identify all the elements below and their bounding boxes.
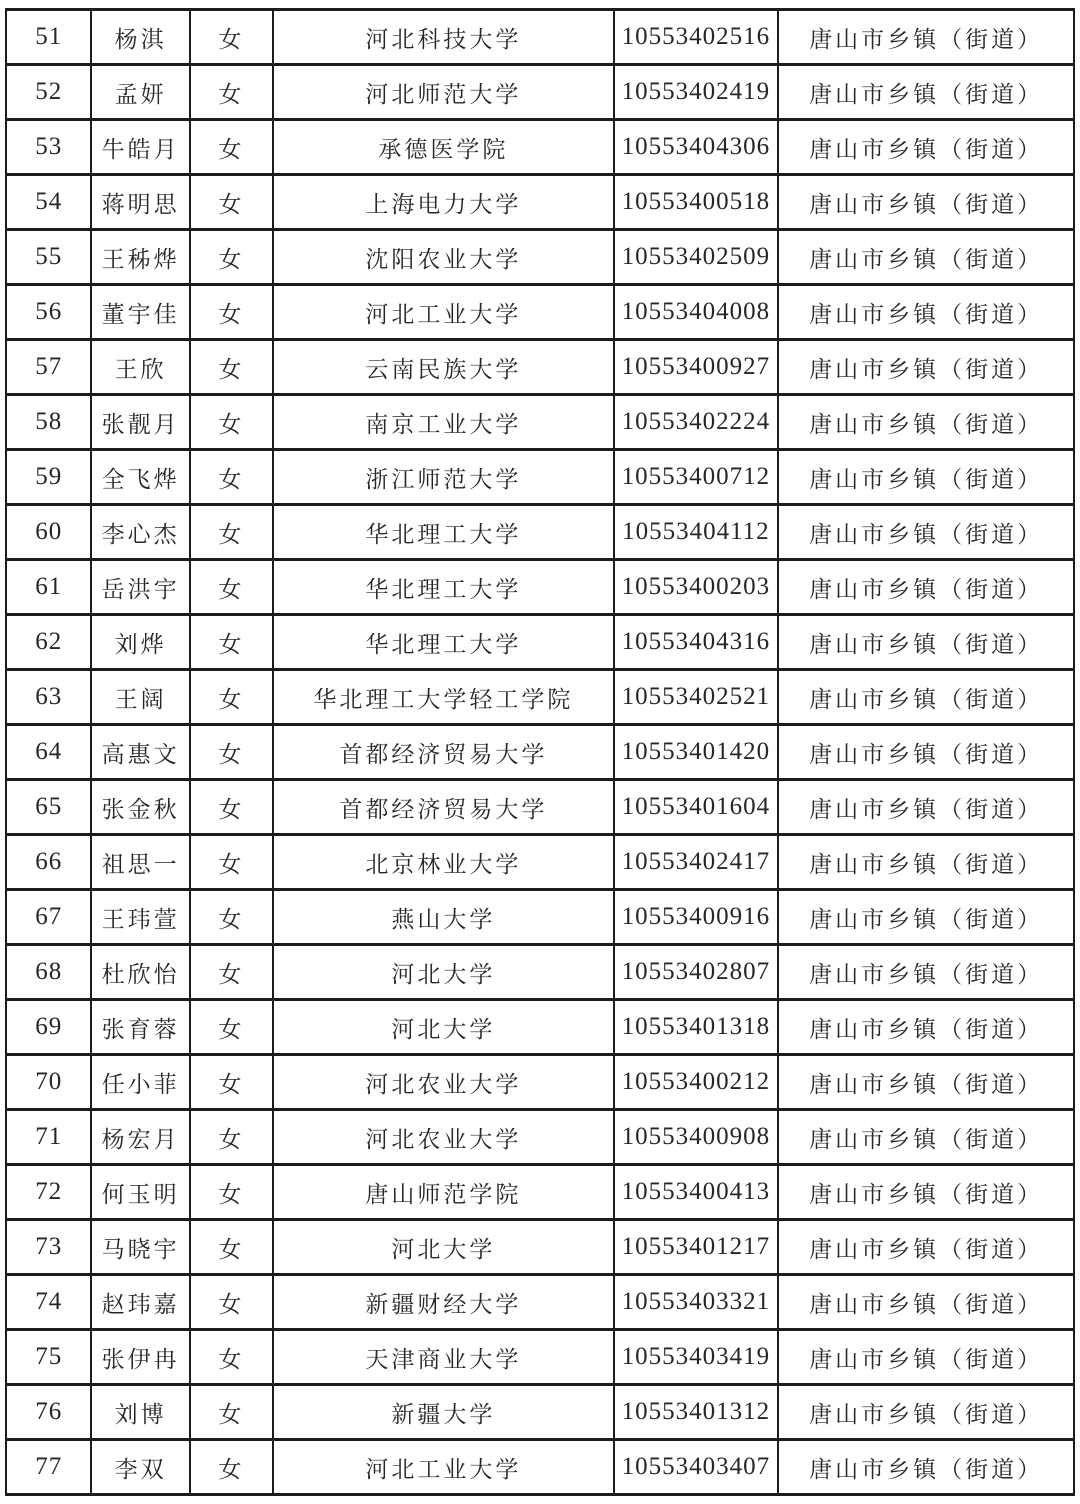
table-row xyxy=(6,120,1074,175)
cell-gender: 女 xyxy=(190,340,273,395)
cell-name: 张伊冉 xyxy=(91,1330,189,1385)
cell-code: 10553402509 xyxy=(614,230,778,285)
cell-district: 唐山市乡镇（街道） xyxy=(778,725,1074,780)
table-row xyxy=(6,10,1074,65)
cell-district: 唐山市乡镇（街道） xyxy=(778,1220,1074,1275)
table-row xyxy=(6,945,1074,1000)
cell-row-number: 51 xyxy=(6,10,91,65)
cell-name: 张育蓉 xyxy=(91,1000,189,1055)
cell-university: 河北工业大学 xyxy=(273,285,614,340)
cell-code: 10553401312 xyxy=(614,1385,778,1440)
cell-name: 孟妍 xyxy=(91,65,189,120)
table-row xyxy=(6,450,1074,505)
cell-code: 10553401318 xyxy=(614,1000,778,1055)
cell-row-number: 65 xyxy=(6,780,91,835)
cell-gender: 女 xyxy=(190,175,273,230)
cell-name: 刘烨 xyxy=(91,615,189,670)
cell-name: 张金秋 xyxy=(91,780,189,835)
cell-code: 10553400927 xyxy=(614,340,778,395)
table-row xyxy=(6,1220,1074,1275)
cell-district: 唐山市乡镇（街道） xyxy=(778,615,1074,670)
cell-university: 南京工业大学 xyxy=(273,395,614,450)
cell-district: 唐山市乡镇（街道） xyxy=(778,120,1074,175)
cell-name: 王欣 xyxy=(91,340,189,395)
cell-university: 唐山师范学院 xyxy=(273,1165,614,1220)
cell-code: 10553400916 xyxy=(614,890,778,945)
cell-name: 何玉明 xyxy=(91,1165,189,1220)
cell-name: 岳洪宇 xyxy=(91,560,189,615)
cell-district: 唐山市乡镇（街道） xyxy=(778,560,1074,615)
table-row xyxy=(6,1000,1074,1055)
cell-code: 10553402419 xyxy=(614,65,778,120)
cell-code: 10553404316 xyxy=(614,615,778,670)
cell-name: 董宇佳 xyxy=(91,285,189,340)
cell-district: 唐山市乡镇（街道） xyxy=(778,285,1074,340)
cell-university: 河北师范大学 xyxy=(273,65,614,120)
cell-row-number: 71 xyxy=(6,1110,91,1165)
student-roster-table xyxy=(5,8,1075,1496)
cell-gender: 女 xyxy=(190,890,273,945)
cell-row-number: 76 xyxy=(6,1385,91,1440)
cell-name: 任小菲 xyxy=(91,1055,189,1110)
cell-district: 唐山市乡镇（街道） xyxy=(778,780,1074,835)
cell-gender: 女 xyxy=(190,560,273,615)
table-row xyxy=(6,1385,1074,1440)
cell-gender: 女 xyxy=(190,725,273,780)
cell-name: 蒋明思 xyxy=(91,175,189,230)
cell-university: 沈阳农业大学 xyxy=(273,230,614,285)
cell-university: 浙江师范大学 xyxy=(273,450,614,505)
cell-gender: 女 xyxy=(190,1330,273,1385)
cell-row-number: 55 xyxy=(6,230,91,285)
cell-row-number: 77 xyxy=(6,1440,91,1495)
cell-university: 河北大学 xyxy=(273,945,614,1000)
cell-district: 唐山市乡镇（街道） xyxy=(778,670,1074,725)
cell-row-number: 69 xyxy=(6,1000,91,1055)
cell-university: 新疆财经大学 xyxy=(273,1275,614,1330)
table-row xyxy=(6,285,1074,340)
table-row xyxy=(6,1440,1074,1495)
cell-name: 王玮萱 xyxy=(91,890,189,945)
cell-code: 10553402417 xyxy=(614,835,778,890)
cell-university: 北京林业大学 xyxy=(273,835,614,890)
cell-code: 10553401217 xyxy=(614,1220,778,1275)
table-row xyxy=(6,615,1074,670)
cell-name: 全飞烨 xyxy=(91,450,189,505)
cell-university: 承德医学院 xyxy=(273,120,614,175)
table-row xyxy=(6,890,1074,945)
cell-name: 高惠文 xyxy=(91,725,189,780)
cell-row-number: 74 xyxy=(6,1275,91,1330)
cell-code: 10553400518 xyxy=(614,175,778,230)
table-row xyxy=(6,395,1074,450)
table-row xyxy=(6,1055,1074,1110)
cell-name: 赵玮嘉 xyxy=(91,1275,189,1330)
cell-gender: 女 xyxy=(190,285,273,340)
cell-name: 马晓宇 xyxy=(91,1220,189,1275)
cell-district: 唐山市乡镇（街道） xyxy=(778,340,1074,395)
cell-district: 唐山市乡镇（街道） xyxy=(778,175,1074,230)
cell-gender: 女 xyxy=(190,1055,273,1110)
cell-district: 唐山市乡镇（街道） xyxy=(778,1000,1074,1055)
cell-code: 10553400908 xyxy=(614,1110,778,1165)
cell-row-number: 67 xyxy=(6,890,91,945)
cell-code: 10553400413 xyxy=(614,1165,778,1220)
cell-district: 唐山市乡镇（街道） xyxy=(778,1165,1074,1220)
table-row xyxy=(6,175,1074,230)
table-row xyxy=(6,560,1074,615)
cell-gender: 女 xyxy=(190,65,273,120)
cell-row-number: 53 xyxy=(6,120,91,175)
cell-row-number: 70 xyxy=(6,1055,91,1110)
cell-university: 天津商业大学 xyxy=(273,1330,614,1385)
cell-name: 杨淇 xyxy=(91,10,189,65)
cell-code: 10553404008 xyxy=(614,285,778,340)
cell-university: 云南民族大学 xyxy=(273,340,614,395)
table-row xyxy=(6,230,1074,285)
table-row xyxy=(6,1275,1074,1330)
cell-row-number: 73 xyxy=(6,1220,91,1275)
cell-code: 10553402516 xyxy=(614,10,778,65)
cell-gender: 女 xyxy=(190,1275,273,1330)
cell-university: 华北理工大学 xyxy=(273,615,614,670)
cell-row-number: 75 xyxy=(6,1330,91,1385)
cell-gender: 女 xyxy=(190,450,273,505)
cell-code: 10553404306 xyxy=(614,120,778,175)
cell-name: 王秭烨 xyxy=(91,230,189,285)
table-body xyxy=(6,10,1074,1495)
cell-district: 唐山市乡镇（街道） xyxy=(778,1110,1074,1165)
cell-name: 李双 xyxy=(91,1440,189,1495)
cell-district: 唐山市乡镇（街道） xyxy=(778,1055,1074,1110)
cell-code: 10553402807 xyxy=(614,945,778,1000)
cell-university: 河北农业大学 xyxy=(273,1055,614,1110)
cell-row-number: 63 xyxy=(6,670,91,725)
cell-university: 首都经济贸易大学 xyxy=(273,725,614,780)
cell-gender: 女 xyxy=(190,1220,273,1275)
cell-university: 燕山大学 xyxy=(273,890,614,945)
cell-row-number: 61 xyxy=(6,560,91,615)
table-row xyxy=(6,780,1074,835)
cell-university: 华北理工大学 xyxy=(273,560,614,615)
cell-row-number: 52 xyxy=(6,65,91,120)
cell-code: 10553400203 xyxy=(614,560,778,615)
cell-row-number: 58 xyxy=(6,395,91,450)
cell-row-number: 62 xyxy=(6,615,91,670)
cell-university: 华北理工大学轻工学院 xyxy=(273,670,614,725)
cell-district: 唐山市乡镇（街道） xyxy=(778,1440,1074,1495)
cell-gender: 女 xyxy=(190,670,273,725)
cell-university: 上海电力大学 xyxy=(273,175,614,230)
cell-district: 唐山市乡镇（街道） xyxy=(778,65,1074,120)
cell-row-number: 64 xyxy=(6,725,91,780)
cell-gender: 女 xyxy=(190,395,273,450)
table-row xyxy=(6,835,1074,890)
cell-gender: 女 xyxy=(190,230,273,285)
table-row xyxy=(6,1165,1074,1220)
cell-gender: 女 xyxy=(190,835,273,890)
cell-row-number: 57 xyxy=(6,340,91,395)
cell-district: 唐山市乡镇（街道） xyxy=(778,450,1074,505)
cell-code: 10553400712 xyxy=(614,450,778,505)
cell-university: 河北大学 xyxy=(273,1000,614,1055)
cell-row-number: 72 xyxy=(6,1165,91,1220)
cell-code: 10553401420 xyxy=(614,725,778,780)
cell-name: 祖思一 xyxy=(91,835,189,890)
cell-name: 李心杰 xyxy=(91,505,189,560)
cell-district: 唐山市乡镇（街道） xyxy=(778,890,1074,945)
table-row xyxy=(6,340,1074,395)
cell-district: 唐山市乡镇（街道） xyxy=(778,1275,1074,1330)
table-row xyxy=(6,1110,1074,1165)
cell-gender: 女 xyxy=(190,1000,273,1055)
cell-university: 首都经济贸易大学 xyxy=(273,780,614,835)
table-row xyxy=(6,725,1074,780)
cell-gender: 女 xyxy=(190,780,273,835)
cell-university: 河北工业大学 xyxy=(273,1440,614,1495)
cell-code: 10553404112 xyxy=(614,505,778,560)
cell-gender: 女 xyxy=(190,120,273,175)
cell-gender: 女 xyxy=(190,615,273,670)
cell-code: 10553402521 xyxy=(614,670,778,725)
cell-university: 河北大学 xyxy=(273,1220,614,1275)
cell-name: 牛皓月 xyxy=(91,120,189,175)
cell-code: 10553403321 xyxy=(614,1275,778,1330)
table-row xyxy=(6,505,1074,560)
cell-name: 杜欣怡 xyxy=(91,945,189,1000)
cell-name: 王阔 xyxy=(91,670,189,725)
table-row xyxy=(6,65,1074,120)
cell-row-number: 60 xyxy=(6,505,91,560)
cell-name: 刘博 xyxy=(91,1385,189,1440)
cell-row-number: 68 xyxy=(6,945,91,1000)
cell-gender: 女 xyxy=(190,1440,273,1495)
cell-gender: 女 xyxy=(190,1385,273,1440)
cell-district: 唐山市乡镇（街道） xyxy=(778,1330,1074,1385)
cell-district: 唐山市乡镇（街道） xyxy=(778,10,1074,65)
cell-district: 唐山市乡镇（街道） xyxy=(778,505,1074,560)
cell-university: 河北科技大学 xyxy=(273,10,614,65)
cell-university: 新疆大学 xyxy=(273,1385,614,1440)
cell-district: 唐山市乡镇（街道） xyxy=(778,395,1074,450)
cell-district: 唐山市乡镇（街道） xyxy=(778,230,1074,285)
cell-row-number: 56 xyxy=(6,285,91,340)
cell-gender: 女 xyxy=(190,505,273,560)
cell-code: 10553402224 xyxy=(614,395,778,450)
cell-name: 杨宏月 xyxy=(91,1110,189,1165)
cell-code: 10553403419 xyxy=(614,1330,778,1385)
table-row xyxy=(6,1330,1074,1385)
cell-university: 河北农业大学 xyxy=(273,1110,614,1165)
cell-gender: 女 xyxy=(190,1165,273,1220)
cell-district: 唐山市乡镇（街道） xyxy=(778,1385,1074,1440)
cell-code: 10553400212 xyxy=(614,1055,778,1110)
cell-code: 10553403407 xyxy=(614,1440,778,1495)
cell-district: 唐山市乡镇（街道） xyxy=(778,835,1074,890)
cell-code: 10553401604 xyxy=(614,780,778,835)
cell-row-number: 66 xyxy=(6,835,91,890)
cell-university: 华北理工大学 xyxy=(273,505,614,560)
cell-name: 张靓月 xyxy=(91,395,189,450)
cell-row-number: 59 xyxy=(6,450,91,505)
cell-gender: 女 xyxy=(190,10,273,65)
cell-district: 唐山市乡镇（街道） xyxy=(778,945,1074,1000)
cell-gender: 女 xyxy=(190,945,273,1000)
table-row xyxy=(6,670,1074,725)
cell-gender: 女 xyxy=(190,1110,273,1165)
cell-row-number: 54 xyxy=(6,175,91,230)
